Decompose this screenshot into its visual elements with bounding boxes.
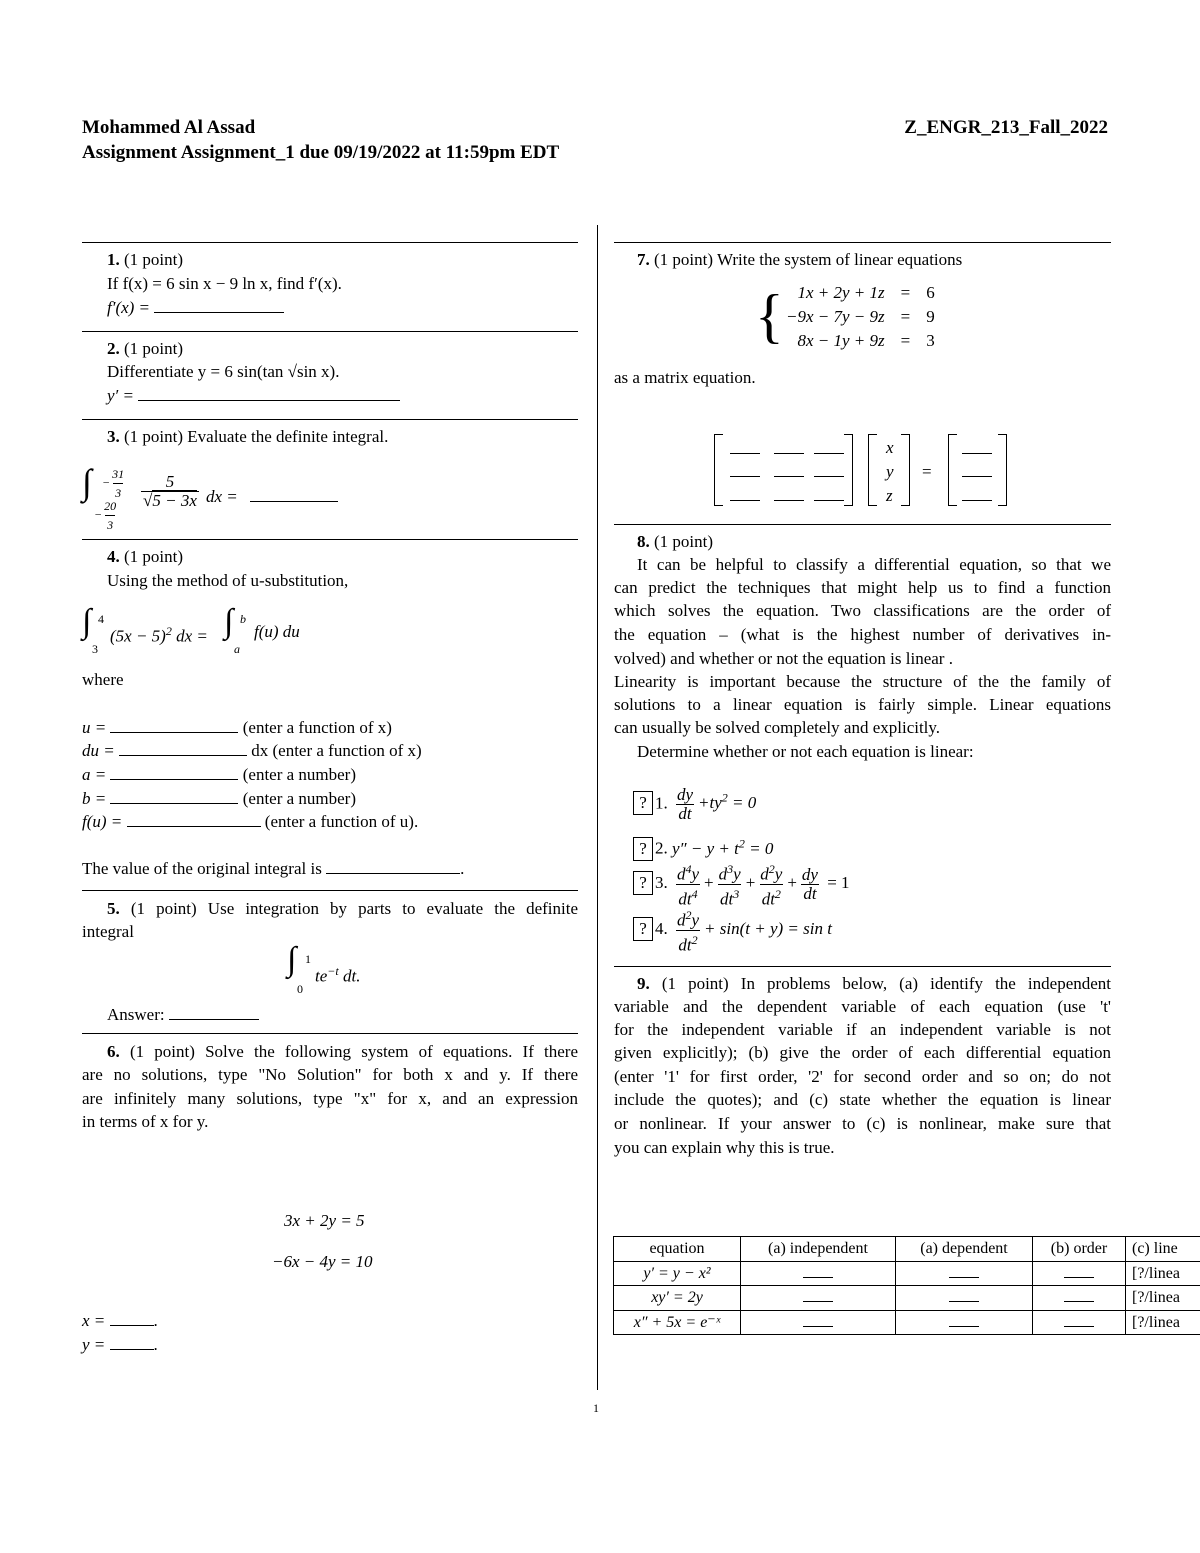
problem-number: 5. [107, 899, 120, 918]
order-input[interactable] [1064, 1289, 1094, 1302]
column-header: (a) independent [741, 1237, 896, 1262]
row-hint: (enter a number) [242, 789, 357, 808]
linearity-select[interactable]: [?/linea [1126, 1261, 1200, 1286]
matrix-input[interactable] [814, 488, 844, 501]
ode-item-1: ? 1. $\frac{dy}{dt}$ $+ty^2 = 0$ [633, 786, 756, 830]
answer-label: Answer: [107, 1005, 165, 1024]
matrix-input[interactable] [814, 464, 844, 477]
problem-number: 1. [107, 250, 120, 269]
independent-input[interactable] [803, 1289, 833, 1302]
problem-9-text: (enter '1' for first order, '2' for second order and so on; do not [614, 1067, 1111, 1086]
ode-item-4: ? 4. $\frac{d^2y}{dt^2}$ + sin(t + y) = sin t [633, 906, 832, 952]
problem-8-text: can predict the techniques that might help us to find a function [614, 578, 1111, 597]
problem-7-text: Write the system of linear equations [716, 250, 963, 269]
item-number: 3. [655, 873, 668, 893]
table-row [614, 1286, 1200, 1311]
row-label: u = [82, 718, 107, 737]
row-hint: (enter a function of x) [242, 718, 392, 737]
linearity-select[interactable]: ? [633, 837, 653, 861]
points-label: (1 point) [124, 547, 184, 566]
problem-number: 6. [107, 1042, 120, 1061]
answer-input-x[interactable] [110, 1309, 154, 1326]
var-y: y [886, 462, 894, 481]
item-number: 4. [655, 919, 668, 939]
value-label: The value of the original integral is [82, 859, 322, 878]
answer-input-y-prime[interactable] [138, 384, 400, 401]
independent-input[interactable] [803, 1265, 833, 1278]
classification-table [613, 1236, 1200, 1335]
problem-8-text: volved) and whether or not the equation is linear . [614, 649, 953, 668]
answer-input-a[interactable] [110, 763, 238, 780]
problem-number: 9. [637, 974, 650, 993]
equation-1: 3x + 2y = 5 [284, 1211, 365, 1230]
problem-divider [82, 1033, 578, 1034]
equation-cell: x″ + 5x = e⁻ˣ [614, 1310, 741, 1335]
problem-6-text: are no solutions, type "No Solution" for both x and y. If there [82, 1065, 578, 1084]
linearity-select[interactable]: [?/linea [1126, 1286, 1200, 1311]
points-label: (1 point) [124, 427, 184, 446]
answer-input-integral[interactable] [250, 485, 338, 502]
linearity-select[interactable]: ? [633, 871, 653, 895]
matrix-input[interactable] [730, 488, 760, 501]
matrix-input[interactable] [730, 464, 760, 477]
problem-number: 4. [107, 547, 120, 566]
problem-6-text: are infinitely many solutions, type "x" for x, and an expression [82, 1089, 578, 1108]
problem-8-text: the equation – (what is the highest number of derivatives in- [614, 625, 1111, 644]
problem-9-text: In problems below, (a) identify the independent [740, 974, 1112, 993]
problem-number: 8. [637, 532, 650, 551]
page-number: 1 [593, 1401, 599, 1415]
problem-divider [82, 890, 578, 891]
table-row [614, 1310, 1200, 1335]
problem-number: 7. [637, 250, 650, 269]
column-header: (a) dependent [896, 1237, 1033, 1262]
matrix-input[interactable] [774, 441, 804, 454]
var-z: z [886, 486, 893, 505]
answer-input-f-of-u[interactable] [127, 810, 261, 827]
problem-divider [82, 331, 578, 332]
student-name: Mohammed Al Assad [82, 117, 256, 138]
problem-8-text: Linearity is important because the structure of the the family of [614, 672, 1111, 691]
row-label: b = [82, 789, 107, 808]
answer-label: y′ = [107, 386, 134, 405]
problem-number: 2. [107, 339, 120, 358]
item-number: 2. [655, 838, 668, 858]
points-label: (1 point) [130, 899, 197, 918]
row-hint: (enter a number) [242, 765, 357, 784]
dependent-input[interactable] [949, 1265, 979, 1278]
problem-5-text-2: integral [82, 922, 134, 941]
problem-8-text: which solves the equation. Two classifications are the order of [614, 601, 1111, 620]
problem-divider [614, 966, 1111, 967]
linearity-select[interactable]: [?/linea [1126, 1310, 1200, 1335]
column-header: equation [614, 1237, 741, 1262]
equation-cell: xy′ = 2y [614, 1286, 741, 1311]
answer-input-parts[interactable] [169, 1003, 259, 1020]
classification-table-wrap [613, 1236, 1200, 1336]
item-number: 1. [655, 793, 668, 813]
order-input[interactable] [1064, 1265, 1094, 1278]
column-header: (b) order [1033, 1237, 1126, 1262]
matrix-input[interactable] [774, 488, 804, 501]
equation-2: −6x − 4y = 10 [272, 1252, 373, 1271]
matrix-input[interactable] [962, 488, 992, 501]
answer-input-integral-value[interactable] [326, 857, 460, 874]
table-row [614, 1261, 1200, 1286]
matrix-input[interactable] [814, 441, 844, 454]
problem-8-text: Determine whether or not each equation is linear: [637, 742, 974, 761]
course-name: Z_ENGR_213_Fall_2022 [904, 117, 1108, 138]
answer-input-y[interactable] [110, 1333, 154, 1350]
system-brace: { [755, 283, 784, 349]
answer-label: f′(x) = [107, 298, 151, 317]
problem-5-text: Use integration by parts to evaluate the definite [207, 899, 579, 918]
row-hint: dx (enter a function of x) [251, 741, 422, 760]
ode-item-3: ? 3. $\frac{d^4y}{dt^4}$ + $\frac{d^3y}{dt^3}$ + $\frac{d^2y}{dt^2}$ + $\frac{dy}{dt}$ = 1 [633, 860, 850, 906]
var-x: x [886, 438, 894, 457]
linearity-select[interactable]: ? [633, 917, 653, 941]
points-label: (1 point) [661, 974, 729, 993]
problem-6-text: in terms of x for y. [82, 1112, 209, 1131]
y-label: y = [82, 1335, 106, 1354]
answer-input-b[interactable] [110, 787, 238, 804]
problem-6-text: Solve the following system of equations. If there [205, 1042, 579, 1061]
problem-7-after: as a matrix equation. [614, 368, 756, 387]
problem-9-text: for the independent variable if an independent variable is not [614, 1020, 1111, 1039]
problem-9-text: include the quotes); and (c) state whether the equation is linear [614, 1090, 1111, 1109]
equation-cell: y′ = y − x² [614, 1261, 741, 1286]
points-label: (1 point) [129, 1042, 195, 1061]
row-hint: (enter a function of u). [264, 812, 419, 831]
column-divider [597, 225, 598, 1390]
where-label: where [82, 670, 124, 689]
problem-9-text: or nonlinear. If your answer to (c) is nonlinear, make sure that [614, 1114, 1111, 1133]
points-label: (1 point) [654, 532, 714, 551]
problem-1-text: If f(x) = 6 sin x − 9 ln x, find f′(x). [107, 274, 342, 293]
problem-divider [614, 524, 1111, 525]
matrix-input[interactable] [730, 441, 760, 454]
row-label: du = [82, 741, 115, 760]
answer-input-du[interactable] [119, 739, 247, 756]
problem-8-text: solutions to a linear equation is fairly simple. Linear equations [614, 695, 1111, 714]
problem-4-intro: Using the method of u-substitution, [107, 571, 349, 590]
table-header-row [614, 1237, 1200, 1262]
x-label: x = [82, 1311, 106, 1330]
row-label: a = [82, 765, 107, 784]
problem-divider [82, 242, 578, 243]
dependent-input[interactable] [949, 1289, 979, 1302]
problem-number: 3. [107, 427, 120, 446]
problem-divider [614, 242, 1111, 243]
answer-input-u[interactable] [110, 716, 238, 733]
problem-9-text: you can explain why this is true. [614, 1138, 835, 1157]
column-header: (c) line [1126, 1237, 1200, 1262]
problem-3-text: Evaluate the definite integral. [187, 427, 389, 446]
matrix-input[interactable] [962, 441, 992, 454]
points-label: (1 point) [654, 250, 714, 269]
row-label: f(u) = [82, 812, 123, 831]
matrix-input[interactable] [774, 464, 804, 477]
matrix-input[interactable] [962, 464, 992, 477]
problem-9-text: variable and the dependent variable of each equation (use 't' [614, 997, 1111, 1016]
points-label: (1 point) [124, 339, 184, 358]
points-label: (1 point) [124, 250, 184, 269]
problem-divider [82, 539, 578, 540]
assignment-title: Assignment Assignment_1 due 09/19/2022 at 11:59pm EDT [82, 142, 560, 163]
problem-2-text: Differentiate y = 6 sin(tan √sin x). [107, 362, 340, 381]
ode-item-2: ? 2. $y'' - y + t^2 = 0$ [633, 832, 773, 861]
linear-system: 1x + 2y + 1z = 6 −9x − 7y − 9z = 9 8x − 1y + 9z = 3 [786, 283, 935, 350]
independent-input[interactable] [803, 1314, 833, 1327]
linearity-select[interactable]: ? [633, 791, 653, 815]
problem-8-text: It can be helpful to classify a differential equation, so that we [637, 555, 1111, 574]
problem-9-text: given explicitly); (b) give the order of each differential equation [614, 1043, 1111, 1062]
answer-input-f-prime[interactable] [154, 296, 284, 313]
problem-8-text: can usually be solved completely and explicitly. [614, 718, 941, 737]
order-input[interactable] [1064, 1314, 1094, 1327]
dependent-input[interactable] [949, 1314, 979, 1327]
problem-divider [82, 419, 578, 420]
